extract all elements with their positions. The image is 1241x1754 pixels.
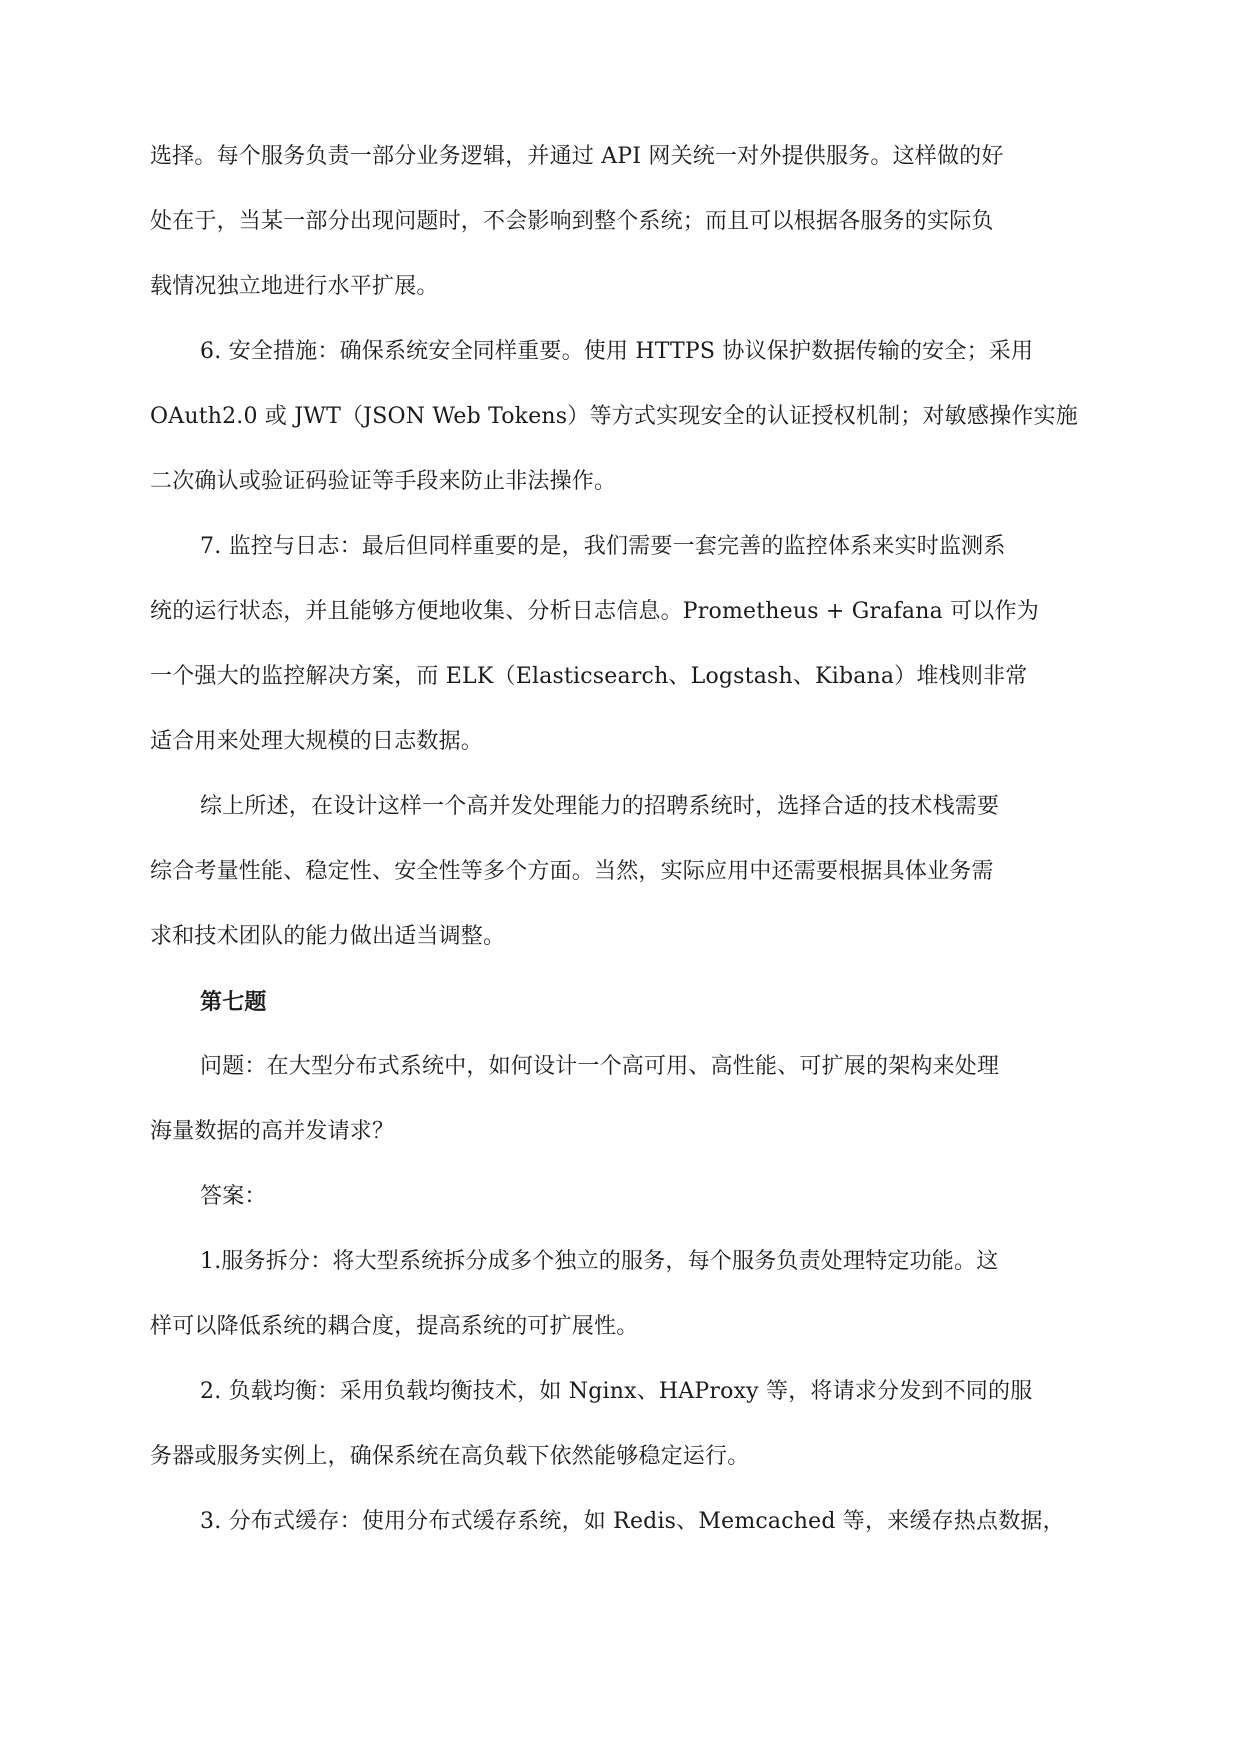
text-line-content: 3. 分布式缓存：使用分布式缓存系统，如 Redis、Memcached 等，来缓存热点数据， [200, 1509, 1065, 1534]
text-line-content: 务器或服务实例上，确保系统在高负载下依然能够稳定运行。 [150, 1444, 750, 1469]
text-line [150, 725, 1085, 790]
section-heading [150, 985, 1085, 1050]
text-line [150, 1050, 1085, 1115]
text-line-content: 答案： [200, 1184, 267, 1209]
text-line [150, 530, 1085, 595]
text-line [150, 205, 1085, 270]
text-line [150, 660, 1085, 725]
text-line-content: OAuth2.0 或 JWT（JSON Web Tokens）等方式实现安全的认证授权机制；对敏感操作实施 [150, 404, 1078, 429]
text-line-content: 选择。每个服务负责一部分业务逻辑，并通过 API 网关统一对外提供服务。这样做的好 [150, 144, 1004, 169]
text-line-content: 综合考量性能、稳定性、安全性等多个方面。当然，实际应用中还需要根据具体业务需 [150, 859, 994, 884]
text-line-content: 二次确认或验证码验证等手段来防止非法操作。 [150, 469, 617, 494]
text-line-content: 海量数据的高并发请求？ [150, 1119, 395, 1144]
text-line-content: 处在于，当某一部分出现问题时，不会影响到整个系统；而且可以根据各服务的实际负 [150, 209, 994, 234]
text-line-content: 适合用来处理大规模的日志数据。 [150, 729, 484, 754]
text-line-content: 载情况独立地进行水平扩展。 [150, 274, 439, 299]
text-line [150, 400, 1085, 465]
text-line-content: 7. 监控与日志：最后但同样重要的是，我们需要一套完善的监控体系来实时监测系 [200, 534, 1006, 559]
text-line [150, 1245, 1085, 1310]
text-line-content: 问题：在大型分布式系统中，如何设计一个高可用、高性能、可扩展的架构来处理 [200, 1054, 1000, 1079]
text-line [150, 790, 1085, 855]
text-line-content: 一个强大的监控解决方案，而 ELK（Elasticsearch、Logstash、Kibana）堆栈则非常 [150, 664, 1028, 689]
text-line [150, 1180, 1085, 1245]
text-line-content: 求和技术团队的能力做出适当调整。 [150, 924, 506, 949]
text-line [150, 1375, 1085, 1440]
text-line [150, 1440, 1085, 1505]
text-line-content: 第七题 [200, 989, 267, 1015]
text-line [150, 920, 1085, 985]
text-line-content: 统的运行状态，并且能够方便地收集、分析日志信息。Prometheus + Grafana 可以作为 [150, 599, 1039, 624]
document-body [150, 140, 1085, 1570]
text-line [150, 595, 1085, 660]
text-line-content: 综上所述，在设计这样一个高并发处理能力的招聘系统时，选择合适的技术栈需要 [200, 794, 1000, 819]
text-line-content: 样可以降低系统的耦合度，提高系统的可扩展性。 [150, 1314, 639, 1339]
text-line [150, 1505, 1085, 1570]
text-line-content: 1.服务拆分：将大型系统拆分成多个独立的服务，每个服务负责处理特定功能。这 [200, 1249, 999, 1274]
text-line [150, 1310, 1085, 1375]
text-line [150, 335, 1085, 400]
text-line [150, 270, 1085, 335]
text-line-content: 6. 安全措施：确保系统安全同样重要。使用 HTTPS 协议保护数据传输的安全；采用 [200, 339, 1034, 364]
text-line [150, 465, 1085, 530]
text-line [150, 140, 1085, 205]
text-line [150, 1115, 1085, 1180]
text-line [150, 855, 1085, 920]
text-line-content: 2. 负载均衡：采用负载均衡技术，如 Nginx、HAProxy 等，将请求分发到不同的服 [200, 1379, 1033, 1404]
